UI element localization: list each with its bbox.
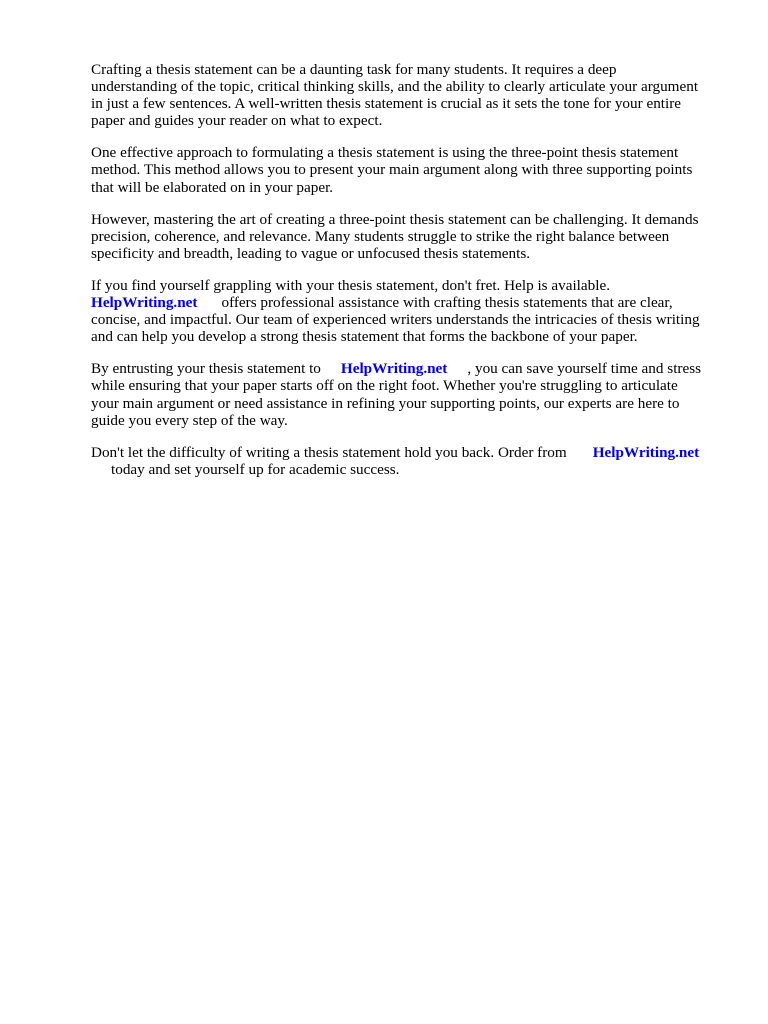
text-line (91, 360, 721, 377)
text-line: However, mastering the art of creating a three-point thesis statement can be challenging. It demands (91, 210, 699, 228)
helpwriting-link[interactable]: HelpWriting.net (91, 294, 198, 312)
helpwriting-link[interactable]: HelpWriting.net (340, 360, 448, 378)
text-segment: Don't let the difficulty of writing a thesis statement hold you back. Order from (91, 443, 567, 461)
paragraph-challenge (91, 211, 721, 262)
text-segment: By entrusting your thesis statement to (91, 360, 321, 378)
paragraph-help (91, 277, 721, 345)
text-line: precision, coherence, and relevance. Many students struggle to strike the right balance between (91, 227, 670, 245)
text-line: If you find yourself grappling with your thesis statement, don't fret. Help is available. (91, 276, 610, 294)
document-page (91, 61, 721, 493)
text-line: Crafting a thesis statement can be a daunting task for many students. It requires a deep (91, 61, 617, 78)
text-line: concise, and impactful. Our team of experienced writers understands the intricacies of thesis writing (91, 311, 700, 329)
text-line: specificity and breadth, leading to vague or unfocused thesis statements. (91, 244, 531, 262)
text-line: One effective approach to formulating a thesis statement is using the three-point thesis statement (91, 144, 679, 162)
helpwriting-link[interactable]: HelpWriting.net (592, 443, 700, 461)
paragraph-approach (91, 144, 721, 195)
text-line (91, 461, 721, 478)
text-segment: offers professional assistance with crafting thesis statements that are clear, (221, 294, 673, 312)
text-line: that will be elaborated on in your paper. (91, 178, 334, 196)
text-line: and can help you develop a strong thesis statement that forms the backbone of your paper. (91, 328, 638, 346)
text-segment: , you can save yourself time and stress (467, 360, 702, 378)
text-line: guide you every step of the way. (91, 411, 288, 429)
text-line: understanding of the topic, critical thinking skills, and the ability to clearly articulate your argument (91, 78, 699, 96)
text-line (91, 444, 721, 461)
text-segment: today and set yourself up for academic success. (111, 460, 400, 478)
paragraph-order (91, 444, 721, 478)
text-line: paper and guides your reader on what to expect. (91, 112, 383, 130)
text-line: while ensuring that your paper starts off on the right foot. Whether you're struggling to articulate (91, 377, 678, 395)
paragraph-intro (91, 61, 721, 129)
text-line: method. This method allows you to present your main argument along with three supporting points (91, 161, 693, 179)
text-line (91, 294, 721, 311)
text-line: your main argument or need assistance in refining your supporting points, our experts are here to (91, 394, 680, 412)
paragraph-entrust (91, 360, 721, 428)
text-line: in just a few sentences. A well-written thesis statement is crucial as it sets the tone for your entire (91, 95, 682, 113)
